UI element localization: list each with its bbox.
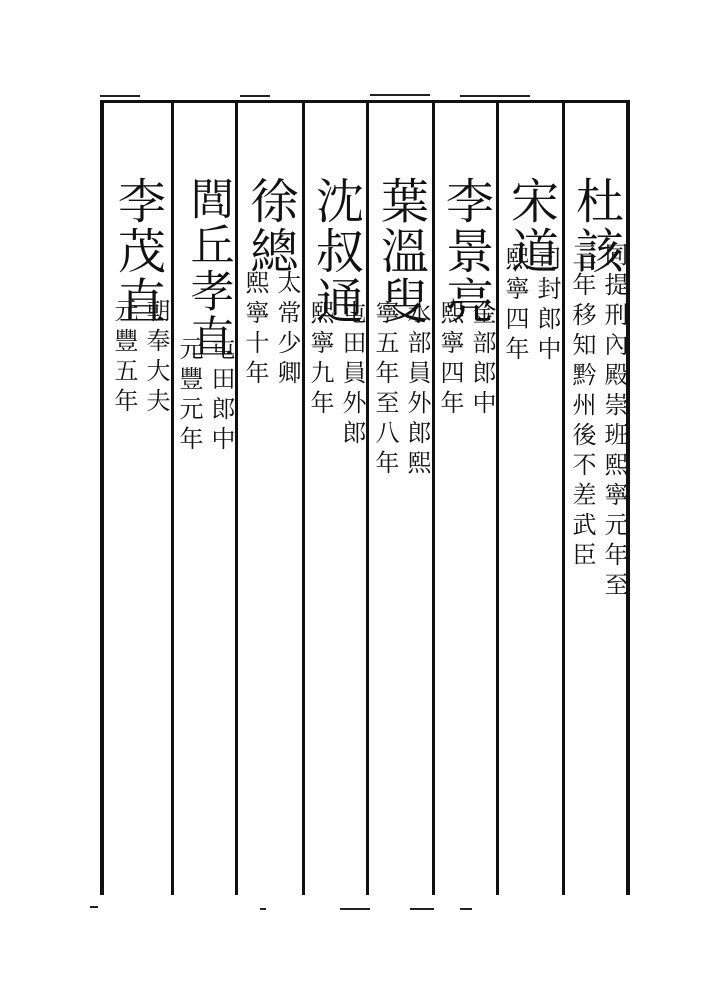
entry-column-8 [104, 100, 171, 895]
note-line: 熙寧十年 [241, 270, 269, 390]
note-line: 屯田郎中 [207, 336, 235, 456]
person-name: 沈叔通 [307, 176, 364, 326]
note-line: 三年移知黔州後不差武臣 [568, 242, 596, 572]
note-line: 同提刑內殿崇班熙寧元年至 [600, 242, 628, 602]
entry-column-4 [369, 100, 432, 895]
note-block [499, 246, 562, 366]
person-name: 杜該 [567, 176, 624, 276]
person-name: 宋道 [502, 176, 559, 276]
entry-column-5 [305, 100, 366, 895]
note-line: 寧五年至八年 [371, 300, 399, 480]
entry-column-1 [565, 100, 626, 895]
note-block [303, 300, 367, 450]
entry-column-3 [435, 100, 496, 895]
entry-column-6 [238, 100, 302, 895]
note-line: 水部員外郎熙 [403, 300, 431, 480]
note-line: 熙寧九年 [306, 300, 334, 420]
note-block [433, 300, 497, 420]
note-block [104, 298, 171, 418]
note-line: 屯田員外郎 [338, 300, 366, 450]
person-name: 徐總 [242, 176, 298, 276]
note-line: 太常少卿 [273, 270, 301, 390]
note-line: 熙寧四年 [436, 300, 464, 420]
person-name: 閭丘孝直 [182, 176, 234, 360]
note-line: 金部郎中 [468, 300, 496, 420]
note-block [369, 300, 432, 480]
left-edge-mark [90, 906, 98, 908]
note-block [172, 336, 236, 456]
note-line: 司封郎中 [533, 246, 561, 366]
page-frame [100, 100, 630, 895]
person-name: 李茂直 [109, 176, 166, 326]
entry-column-7 [174, 100, 235, 895]
note-block [238, 270, 302, 390]
note-line: 元豐元年 [175, 336, 203, 456]
person-name: 李景亮 [437, 176, 494, 326]
bottom-edge-marks [260, 904, 490, 914]
person-name: 葉溫叟 [372, 176, 429, 326]
note-line: 朝奉大夫 [142, 298, 170, 418]
entry-column-2 [499, 100, 562, 895]
note-line: 元豐五年 [110, 298, 138, 418]
note-block [563, 242, 629, 602]
note-line: 熙寧四年 [501, 246, 529, 366]
